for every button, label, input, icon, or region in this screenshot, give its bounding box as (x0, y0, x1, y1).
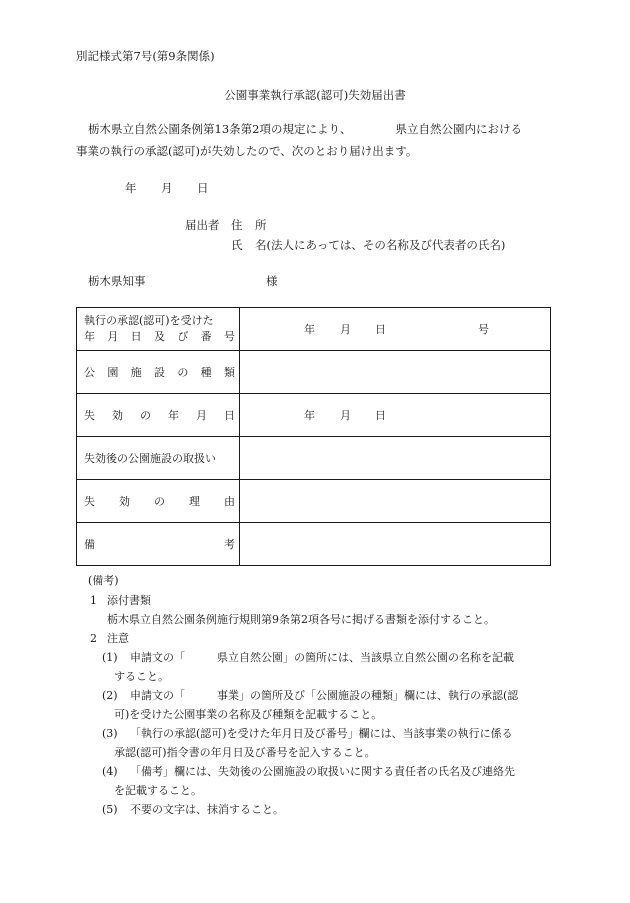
notes-heading: (備考) (88, 574, 119, 587)
lbl-char: 理 (189, 495, 200, 508)
date-year: 年 (125, 181, 137, 195)
label-approval-line1: 執行の承認(認可)を受けた (84, 314, 214, 328)
lbl-char: 年 (168, 409, 179, 422)
table-row-facility-type (77, 351, 551, 394)
lbl-char: の (154, 495, 165, 508)
label-approval-line2 (84, 329, 235, 345)
value-expiry-reason[interactable] (240, 480, 551, 523)
intro-line-1b: 県立自然公園内における (395, 122, 522, 136)
name-label-a: 氏 (231, 238, 243, 252)
lbl-char: 年 (84, 330, 95, 343)
lbl-char: 番 (200, 330, 212, 343)
table-row-expiry-reason (77, 480, 551, 523)
lbl-char: 号 (223, 330, 235, 343)
val-day: 日 (375, 409, 386, 422)
val-year: 年 (304, 409, 315, 422)
sub-4-a: 「備考」欄には、失効後の公園施設の取扱いに関する責任者の氏名及び連絡先 (130, 765, 515, 778)
lbl-char: 種 (200, 366, 212, 379)
form-number: 別記様式第7号(第9条関係) (76, 49, 215, 63)
form-table (76, 307, 551, 566)
label-facility-type (77, 351, 240, 394)
sub-1-c: すること。 (114, 670, 169, 683)
table-row-expiry-date (77, 394, 551, 437)
sub-2-b: 事業」の箇所及び「公園施設の種類」欄には、執行の承認(認 (217, 689, 519, 702)
document-title: 公園事業執行承認(認可)失効届出書 (224, 88, 406, 102)
lbl-char: 日 (130, 330, 142, 343)
sub-1-line (130, 651, 514, 664)
lbl-char: 公 (84, 366, 95, 379)
lbl-char: の (177, 366, 189, 379)
value-expiry-date[interactable] (240, 394, 551, 437)
lbl-char: 日 (224, 409, 235, 422)
lbl-char: 月 (196, 409, 207, 422)
value-facility-type[interactable] (240, 351, 551, 394)
label-facility-handling (77, 437, 240, 480)
date-month: 月 (161, 181, 173, 195)
governor: 栃木県知事 (88, 274, 146, 288)
lbl-char: 効 (112, 409, 123, 422)
lbl-char: 効 (119, 495, 130, 508)
lbl-char: 施 (130, 366, 142, 379)
note-1-title: 添付書類 (107, 594, 151, 607)
applicant-label: 届出者 (185, 218, 220, 232)
sub-5-a: 不要の文字は、抹消すること。 (130, 803, 284, 816)
value-facility-handling[interactable] (240, 437, 551, 480)
note-2-title: 注意 (107, 632, 129, 645)
lbl-char: 及 (153, 330, 165, 343)
label-expiry-reason (77, 480, 240, 523)
label-expiry-date (77, 394, 240, 437)
val-number: 号 (478, 323, 489, 336)
honorific: 様 (266, 274, 278, 288)
intro-line-1 (88, 123, 522, 137)
table-row-remarks (77, 523, 551, 566)
val-year: 年 (304, 323, 315, 336)
sub-4-b: を記載すること。 (114, 784, 202, 797)
sub-5-number: (5) (102, 803, 118, 816)
lbl-char: の (140, 409, 151, 422)
label-remarks (77, 523, 240, 566)
sub-1-number: (1) (102, 651, 118, 664)
intro-line-2: 事業の執行の承認(認可)が失効したので、次のとおり届け出ます。 (76, 144, 418, 158)
lbl-char: 由 (224, 495, 235, 508)
sub-3-number: (3) (102, 727, 118, 740)
lbl-char: 失 (84, 409, 95, 422)
lbl-char: 類 (223, 366, 235, 379)
address-label-a: 住 (231, 218, 243, 232)
note-1-number: 1 (90, 594, 97, 607)
sub-2-line (130, 689, 518, 702)
sub-2-c: 可)を受けた公園事業の名称及び種類を記載すること。 (114, 708, 383, 721)
lbl-char: 園 (107, 366, 119, 379)
value-approval-date[interactable] (240, 308, 551, 351)
label-approval-date (77, 308, 240, 351)
lbl-char: び (177, 330, 189, 343)
val-month: 月 (340, 409, 351, 422)
table-row-facility-handling (77, 437, 551, 480)
sub-1-a: 申請文の「 (130, 651, 185, 664)
note-1-text: 栃木県立自然公園条例施行規則第9条第2項各号に掲げる書類を添付すること。 (107, 613, 495, 626)
sub-2-a: 申請文の「 (130, 689, 185, 702)
name-label-b: 名(法人にあっては、その名称及び代表者の氏名) (255, 238, 506, 252)
table-row-approval-date (77, 308, 551, 351)
sub-3-a: 「執行の承認(認可)を受けた年月日及び番号」欄には、当該事業の執行に係る (130, 727, 513, 740)
label-facility-handling-text: 失効後の公園施設の取扱い (84, 452, 216, 465)
lbl-char: 月 (107, 330, 119, 343)
val-month: 月 (340, 323, 351, 336)
note-2-number: 2 (90, 632, 97, 645)
sub-2-number: (2) (102, 689, 118, 702)
lbl-char: 備 (84, 538, 95, 551)
val-day: 日 (375, 323, 386, 336)
lbl-char: 考 (224, 538, 235, 551)
lbl-char: 設 (153, 366, 165, 379)
sub-4-number: (4) (102, 765, 118, 778)
address-label-b: 所 (255, 218, 267, 232)
lbl-char: 失 (84, 495, 95, 508)
sub-1-b: 県立自然公園」の箇所には、当該県立自然公園の名称を記載 (217, 651, 514, 664)
intro-line-1a: 栃木県立自然公園条例第13条第2項の規定により、 (88, 122, 352, 136)
value-remarks[interactable] (240, 523, 551, 566)
sub-3-b: 承認(認可)指令書の年月日及び番号を記入すること。 (114, 746, 376, 759)
date-day: 日 (197, 181, 209, 195)
